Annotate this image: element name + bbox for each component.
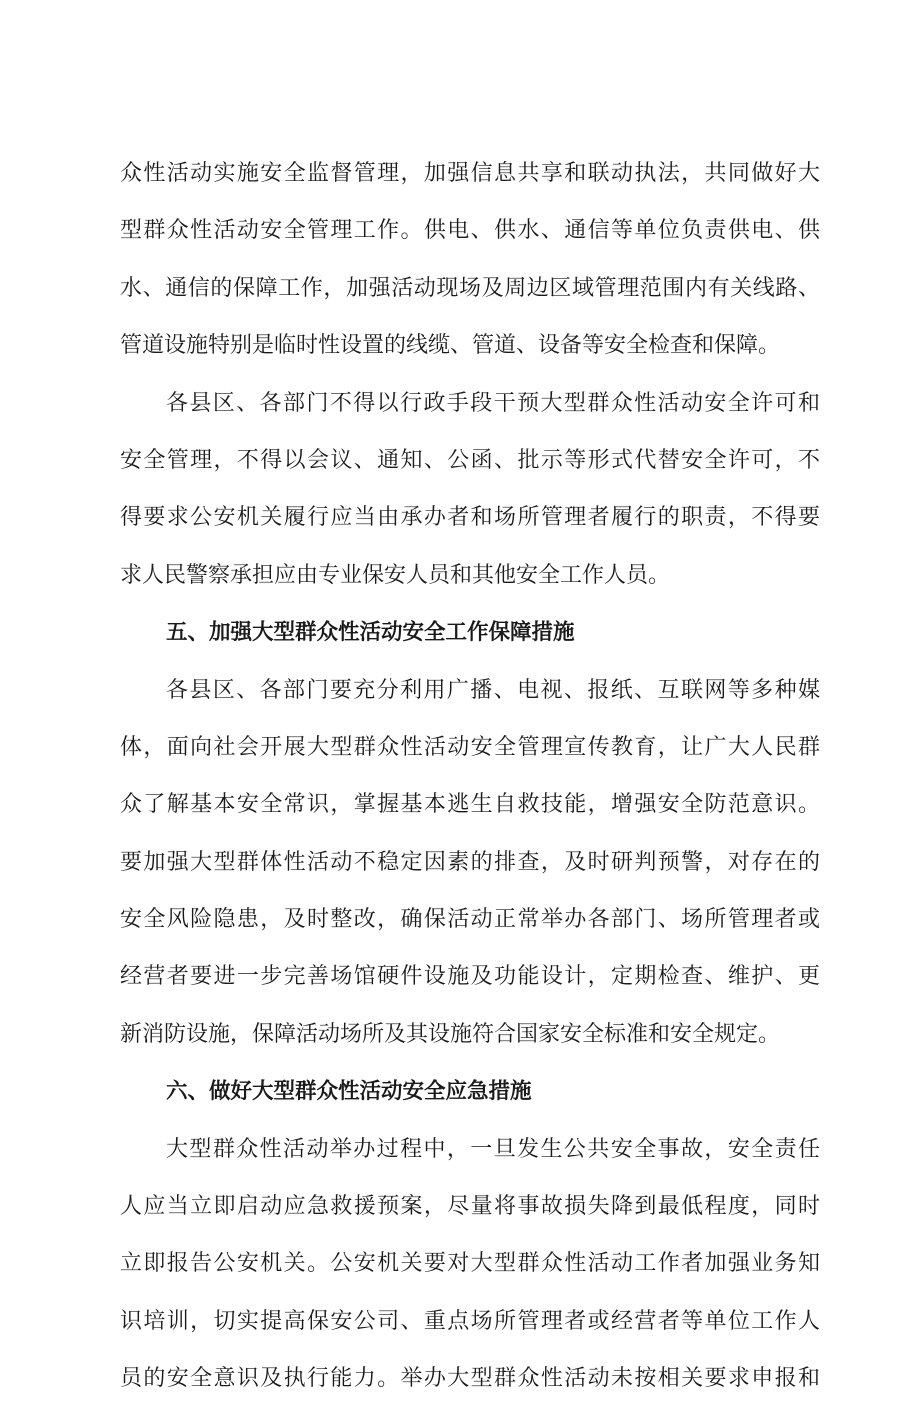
section-heading-6: 六、做好大型群众性活动安全应急措施 [166,1079,532,1105]
paragraph-line: 水、通信的保障工作，加强活动现场及周边区域管理范围内有关线路、 [120,275,820,301]
paragraph-line: 众了解基本安全常识，掌握基本逃生自救技能，增强安全防范意识。 [120,792,820,818]
document-body [120,145,820,1408]
paragraph-line: 管道设施特别是临时性设置的线缆、管道、设备等安全检查和保障。 [120,333,781,359]
paragraph-administrative-interference [120,375,820,605]
paragraph-line: 人应当立即启动应急救援预案，尽量将事故损失降到最低程度，同时 [120,1194,820,1220]
paragraph-emergency-measures [120,1121,820,1408]
paragraph-line: 经营者要进一步完善场馆硬件设施及功能设计，定期检查、维护、更 [120,964,820,990]
paragraph-line: 大型群众性活动举办过程中，一旦发生公共安全事故，安全责任 [166,1136,820,1162]
paragraph-line: 识培训，切实提高保安公司、重点场所管理者或经营者等单位工作人 [120,1308,820,1334]
paragraph-line: 各县区、各部门要充分利用广播、电视、报纸、互联网等多种媒 [166,677,820,703]
paragraph-line: 安全风险隐患，及时整改，确保活动正常举办各部门、场所管理者或 [120,907,820,933]
paragraph-line: 安全管理，不得以会议、通知、公函、批示等形式代替安全许可，不 [120,447,820,473]
paragraph-line: 求人民警察承担应由专业保安人员和其他安全工作人员。 [120,562,671,588]
paragraph-line: 众性活动实施安全监督管理，加强信息共享和联动执法，共同做好大 [120,161,820,186]
paragraph-line: 立即报告公安机关。公安机关要对大型群众性活动工作者加强业务知 [120,1251,820,1277]
paragraph-line: 体，面向社会开展大型群众性活动安全管理宣传教育，让广大人民群 [120,734,820,760]
paragraph-line: 新消防设施，保障活动场所及其设施符合国家安全标准和安全规定。 [120,1021,781,1047]
paragraph-line: 要加强大型群体性活动不稳定因素的排查，及时研判预警，对存在的 [120,849,820,875]
section-heading-5: 五、加强大型群众性活动安全工作保障措施 [166,620,575,646]
paragraph-continued [120,145,820,375]
paragraph-line: 员的安全意识及执行能力。举办大型群众性活动未按相关要求申报和 [120,1366,820,1392]
paragraph-line: 型群众性活动安全管理工作。供电、供水、通信等单位负责供电、供 [120,218,820,244]
paragraph-line: 得要求公安机关履行应当由承办者和场所管理者履行的职责，不得要 [120,505,820,531]
paragraph-safeguard-measures [120,662,820,1064]
paragraph-line: 各县区、各部门不得以行政手段干预大型群众性活动安全许可和 [166,390,820,416]
